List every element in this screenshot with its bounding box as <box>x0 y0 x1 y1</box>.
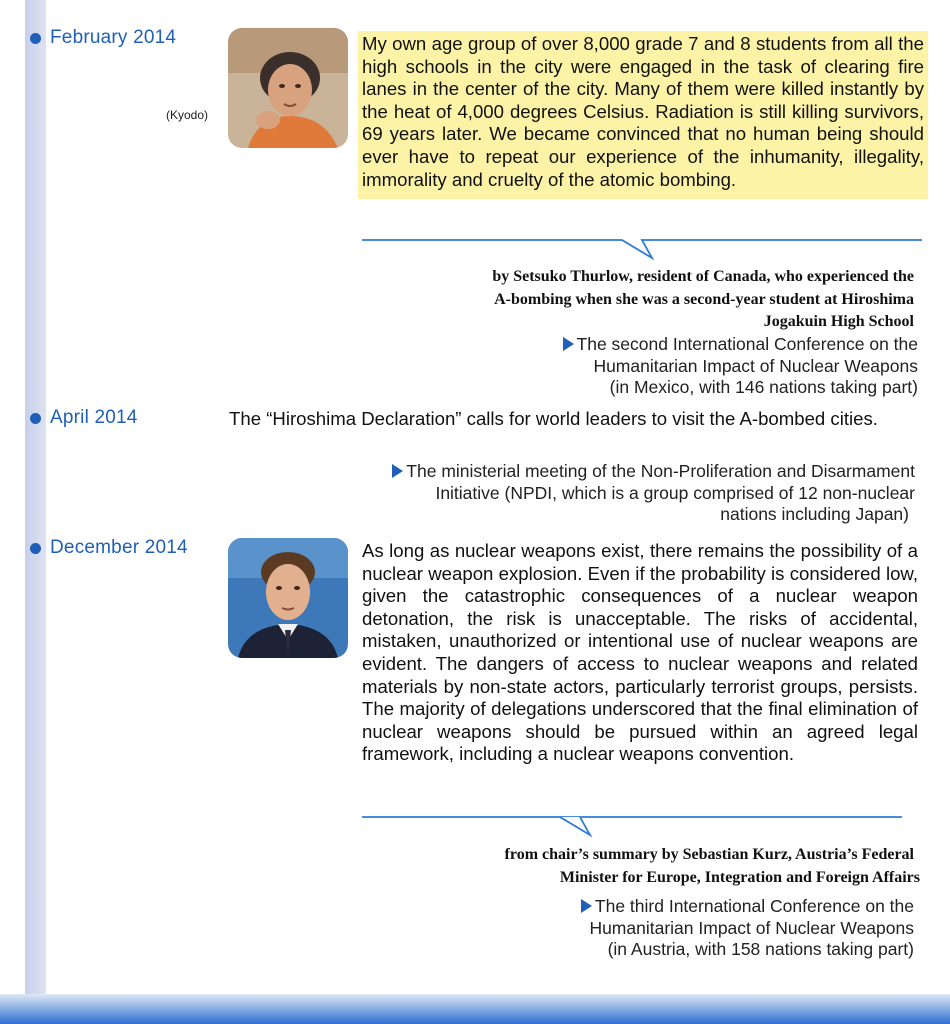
footer-band <box>0 994 950 1024</box>
quote-attribution <box>314 266 914 334</box>
entry-date: December 2014 <box>50 537 188 558</box>
event-line: nations including Japan) <box>720 504 909 524</box>
triangle-bullet-icon <box>392 464 403 478</box>
event-line: The ministerial meeting of the Non-Proliferation and Disarmament <box>406 461 915 481</box>
portrait-photo <box>228 28 348 148</box>
event-line: (in Mexico, with 146 nations taking part) <box>609 377 918 397</box>
event-line: The third International Conference on the <box>594 896 914 916</box>
triangle-bullet-icon <box>581 899 592 913</box>
photo-credit: (Kyodo) <box>166 108 209 122</box>
event-description <box>215 461 915 526</box>
timeline-bar <box>25 0 46 998</box>
event-line: Humanitarian Impact of Nuclear Weapons <box>593 355 918 376</box>
event-line: The second International Conference on the <box>576 334 918 354</box>
event-description <box>318 334 918 399</box>
attribution-line: A-bombing when she was a second-year student at Hiroshima <box>494 290 914 308</box>
quote-text: My own age group of over 8,000 grade 7 and 8 students from all the high schools in the city were engaged in the task of clearing fire lanes in the center of the city. Many of them were killed instantly by the heat of 4,000 degrees Celsius. Radiation is still killing survivors, 69 years later. We became convinced that no human being should ever have to repeat our experience of the inhumanity, illegality, immorality and cruelty of the atomic bombing. <box>358 31 928 199</box>
event-line: Initiative (NPDI, which is a group comprised of 12 non-nuclear <box>435 482 915 503</box>
speech-pointer <box>360 236 924 262</box>
event-description <box>314 896 914 961</box>
timeline-dot <box>30 33 41 44</box>
event-line: Humanitarian Impact of Nuclear Weapons <box>589 917 914 938</box>
attribution-line: Jogakuin High School <box>763 313 914 330</box>
triangle-bullet-icon <box>563 337 574 351</box>
timeline-dot <box>30 413 41 424</box>
attribution-line: by Setsuko Thurlow, resident of Canada, who experienced the <box>492 268 914 285</box>
declaration-text: The “Hiroshima Declaration” calls for world leaders to visit the A-bombed cities. <box>229 408 878 429</box>
entry-date: April 2014 <box>50 407 138 428</box>
entry-date: February 2014 <box>50 27 177 48</box>
event-line: (in Austria, with 158 nations taking part) <box>607 939 914 959</box>
attribution-line: from chair’s summary by Sebastian Kurz, Austria’s Federal <box>504 846 914 863</box>
speech-pointer <box>360 813 924 839</box>
quote-text: As long as nuclear weapons exist, there remains the possibility of a nuclear weapon explosion. Even if the probability is considered low, given the catastrophic consequences of a nuclear weapon detonation, the risk is unacceptable. The risks of accidental, mistaken, unauthorized or intentional use of nuclear weapons are evident. The dangers of access to nuclear weapons and related materials by non-state actors, particularly terrorist groups, persists. The majority of delegations underscored that the final elimination of nuclear weapons should be pursued within an agreed legal framework, including a nuclear weapons convention. <box>362 540 918 765</box>
quote-attribution <box>320 844 920 889</box>
portrait-photo <box>228 538 348 658</box>
timeline-dot <box>30 543 41 554</box>
attribution-line: Minister for Europe, Integration and Foreign Affairs <box>559 868 920 886</box>
